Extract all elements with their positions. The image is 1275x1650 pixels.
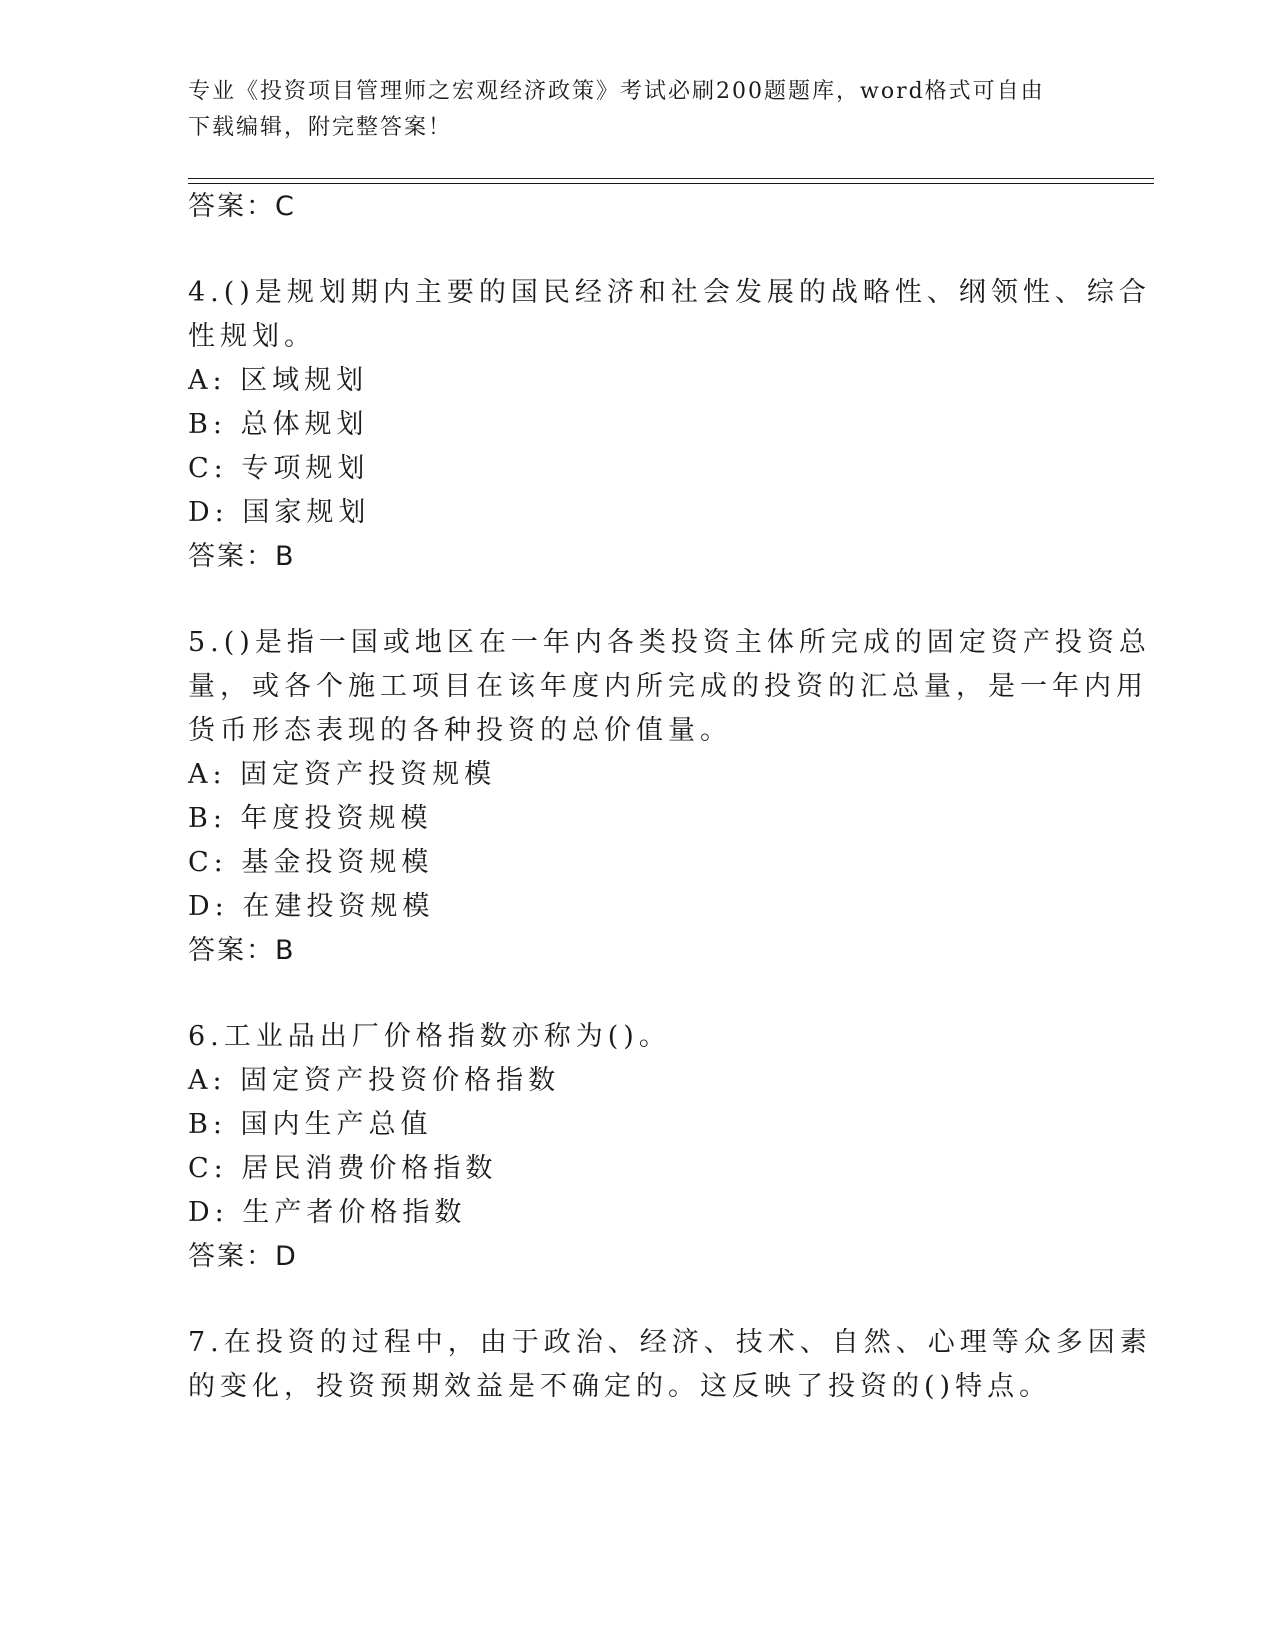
question-5-option-a: A: 固定资产投资规模 — [188, 759, 497, 790]
question-5-stem-1: 5.()是指一国或地区在一年内各类投资主体所完成的固定资产投资总 — [188, 627, 1151, 658]
question-6-option-d: D: 生产者价格指数 — [188, 1197, 467, 1228]
question-5-stem-2: 量，或各个施工项目在该年度内所完成的投资的汇总量，是一年内用 — [188, 671, 1148, 702]
question-4-answer: 答案：B — [188, 541, 296, 572]
answer-prev: 答案：C — [188, 191, 296, 222]
header-rule-top — [188, 178, 1154, 179]
question-6-option-c: C: 居民消费价格指数 — [188, 1153, 498, 1184]
question-6-option-b: B: 国内生产总值 — [188, 1109, 433, 1140]
question-7-stem-1: 7.在投资的过程中，由于政治、经济、技术、自然、心理等众多因素 — [188, 1327, 1152, 1358]
question-6-option-a: A: 固定资产投资价格指数 — [188, 1065, 561, 1096]
question-4-stem-1: 4.()是规划期内主要的国民经济和社会发展的战略性、纲领性、综合 — [188, 277, 1151, 308]
question-5-option-d: D: 在建投资规模 — [188, 891, 435, 922]
question-4-option-d: D: 国家规划 — [188, 497, 371, 528]
question-7-stem-2: 的变化，投资预期效益是不确定的。这反映了投资的()特点。 — [188, 1371, 1052, 1402]
question-4-option-a: A: 区域规划 — [188, 365, 369, 396]
question-6-stem-1: 6.工业品出厂价格指数亦称为()。 — [188, 1021, 671, 1052]
question-5-stem-3: 货币形态表现的各种投资的总价值量。 — [188, 715, 732, 746]
question-4-option-c: C: 专项规划 — [188, 453, 370, 484]
header-line-2: 下载编辑，附完整答案！ — [188, 115, 453, 140]
header-line-1: 专业《投资项目管理师之宏观经济政策》考试必刷200题题库，word格式可自由 — [188, 79, 1045, 104]
question-5-option-c: C: 基金投资规模 — [188, 847, 434, 878]
question-5-answer: 答案：B — [188, 935, 296, 966]
document-header — [188, 74, 1088, 146]
header-rule-bottom — [188, 183, 1154, 184]
question-6-answer: 答案：D — [188, 1241, 298, 1272]
question-5-option-b: B: 年度投资规模 — [188, 803, 433, 834]
question-4-option-b: B: 总体规划 — [188, 409, 369, 440]
question-4-stem-2: 性规划。 — [188, 321, 316, 352]
